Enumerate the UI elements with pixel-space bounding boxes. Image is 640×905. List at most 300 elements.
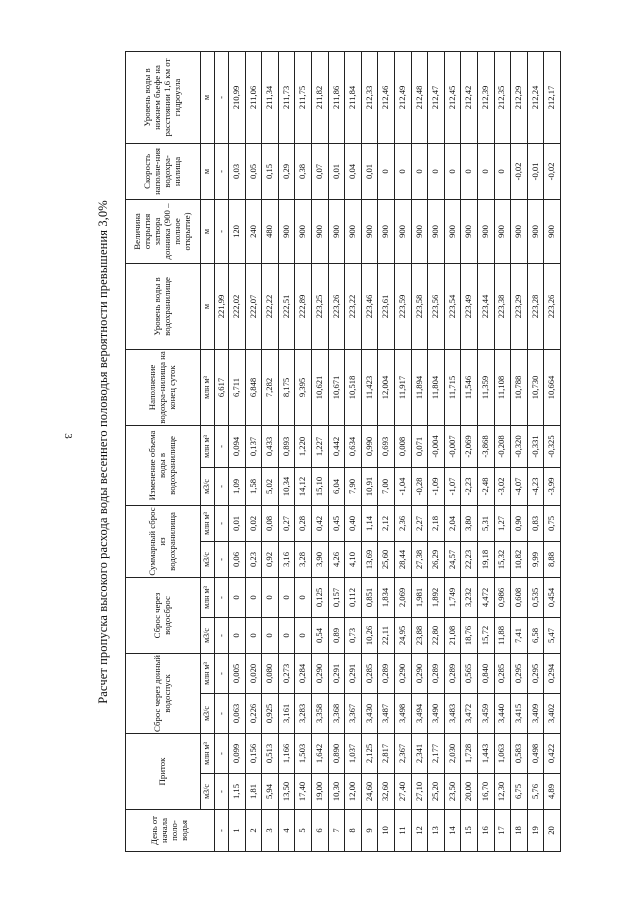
value-cell: 2,12: [378, 505, 395, 541]
value-cell: 211,86: [328, 51, 345, 143]
value-cell: 223,38: [494, 263, 511, 349]
value-cell: 900: [511, 199, 528, 263]
value-cell: -: [215, 577, 229, 617]
value-cell: 6,04: [328, 467, 345, 505]
value-cell: -: [215, 618, 229, 654]
value-cell: 0,289: [444, 654, 461, 694]
value-cell: 12,004: [378, 349, 395, 425]
value-cell: 0: [229, 577, 246, 617]
value-cell: 0,005: [229, 654, 246, 694]
value-cell: 3,368: [328, 694, 345, 734]
value-cell: 0,05: [245, 143, 262, 199]
table-row: [461, 51, 478, 851]
value-cell: 900: [345, 199, 362, 263]
value-cell: 10,671: [328, 349, 345, 425]
value-cell: 3,472: [461, 694, 478, 734]
value-cell: 2,817: [378, 734, 395, 774]
value-cell: 6,617: [215, 349, 229, 425]
value-cell: 0,15: [262, 143, 279, 199]
day-cell: 8: [345, 810, 362, 852]
value-cell: 6,711: [229, 349, 246, 425]
value-cell: 900: [411, 199, 428, 263]
value-cell: -1,07: [444, 467, 461, 505]
value-cell: -0,004: [428, 425, 445, 467]
table-row: [544, 51, 561, 851]
value-cell: 0,125: [311, 577, 328, 617]
value-cell: 211,84: [345, 51, 362, 143]
header-day: День от начала поло-водья: [126, 810, 215, 852]
unit-cell: м: [201, 199, 215, 263]
value-cell: 4,472: [477, 577, 494, 617]
value-cell: 212,42: [461, 51, 478, 143]
value-cell: 212,24: [527, 51, 544, 143]
value-cell: 0: [278, 618, 295, 654]
value-cell: 0,498: [527, 734, 544, 774]
value-cell: 3,367: [345, 694, 362, 734]
value-cell: -4,07: [511, 467, 528, 505]
value-cell: 10,34: [278, 467, 295, 505]
value-cell: 12,00: [345, 774, 362, 810]
value-cell: -0,320: [511, 425, 528, 467]
value-cell: 3,358: [311, 694, 328, 734]
table-row: [477, 51, 494, 851]
value-cell: 3,90: [311, 541, 328, 577]
value-cell: 20,00: [461, 774, 478, 810]
value-cell: 5,31: [477, 505, 494, 541]
value-cell: 26,29: [428, 541, 445, 577]
value-cell: 0,063: [229, 694, 246, 734]
value-cell: 120: [229, 199, 246, 263]
value-cell: 212,35: [494, 51, 511, 143]
value-cell: 223,61: [378, 263, 395, 349]
value-cell: 3,402: [544, 694, 561, 734]
value-cell: 24,95: [394, 618, 411, 654]
value-cell: 0,23: [245, 541, 262, 577]
table-row: [229, 51, 246, 851]
table-row: [245, 51, 262, 851]
value-cell: -2,069: [461, 425, 478, 467]
value-cell: 2,18: [428, 505, 445, 541]
unit-cell: млн м³: [201, 349, 215, 425]
value-cell: 1,063: [494, 734, 511, 774]
value-cell: 0,28: [295, 505, 312, 541]
value-cell: 900: [328, 199, 345, 263]
value-cell: 21,08: [444, 618, 461, 654]
value-cell: 0: [378, 143, 395, 199]
value-cell: 0,986: [494, 577, 511, 617]
value-cell: 0,608: [511, 577, 528, 617]
value-cell: 0: [428, 143, 445, 199]
value-cell: 13,50: [278, 774, 295, 810]
value-cell: 211,82: [311, 51, 328, 143]
value-cell: 0: [262, 577, 279, 617]
value-cell: 0,094: [229, 425, 246, 467]
value-cell: 0,06: [229, 541, 246, 577]
value-cell: 1,15: [229, 774, 246, 810]
value-cell: 0,07: [311, 143, 328, 199]
value-cell: 18,76: [461, 618, 478, 654]
value-cell: 212,48: [411, 51, 428, 143]
day-cell: 10: [378, 810, 395, 852]
day-cell: 5: [295, 810, 312, 852]
value-cell: -0,01: [527, 143, 544, 199]
value-cell: 0,442: [328, 425, 345, 467]
unit-cell: м: [201, 51, 215, 143]
value-cell: 2,04: [444, 505, 461, 541]
value-cell: 2,069: [394, 577, 411, 617]
value-cell: 0,080: [262, 654, 279, 694]
value-cell: 10,26: [361, 618, 378, 654]
value-cell: 0: [477, 143, 494, 199]
value-cell: 2,27: [411, 505, 428, 541]
value-cell: 0,020: [245, 654, 262, 694]
value-cell: 0,990: [361, 425, 378, 467]
value-cell: 212,49: [394, 51, 411, 143]
value-cell: 3,430: [361, 694, 378, 734]
unit-cell: м3/с: [201, 467, 215, 505]
value-cell: 16,70: [477, 774, 494, 810]
value-cell: -3,868: [477, 425, 494, 467]
value-cell: 0,83: [527, 505, 544, 541]
value-cell: 0,273: [278, 654, 295, 694]
value-cell: 3,283: [295, 694, 312, 734]
value-cell: 0: [245, 577, 262, 617]
value-cell: 0,295: [527, 654, 544, 694]
value-cell: 11,423: [361, 349, 378, 425]
value-cell: 1,749: [444, 577, 461, 617]
unit-cell: м: [201, 143, 215, 199]
value-cell: 27,38: [411, 541, 428, 577]
value-cell: -: [215, 654, 229, 694]
value-cell: 10,91: [361, 467, 378, 505]
value-cell: 5,94: [262, 774, 279, 810]
value-cell: 0,29: [278, 143, 295, 199]
value-cell: 4,26: [328, 541, 345, 577]
table-row: [345, 51, 362, 851]
value-cell: 19,18: [477, 541, 494, 577]
value-cell: 24,57: [444, 541, 461, 577]
value-cell: 0,840: [477, 654, 494, 694]
unit-cell: млн м³: [201, 577, 215, 617]
value-cell: -: [215, 734, 229, 774]
value-cell: 0,565: [461, 654, 478, 694]
value-cell: 0,634: [345, 425, 362, 467]
value-cell: 0,90: [511, 505, 528, 541]
table-row: [278, 51, 295, 851]
value-cell: 223,44: [477, 263, 494, 349]
value-cell: 1,227: [311, 425, 328, 467]
value-cell: 0,289: [378, 654, 395, 694]
value-cell: 0,02: [245, 505, 262, 541]
value-cell: 212,47: [428, 51, 445, 143]
value-cell: 223,49: [461, 263, 478, 349]
value-cell: 6,848: [245, 349, 262, 425]
value-cell: 0,290: [311, 654, 328, 694]
value-cell: 11,546: [461, 349, 478, 425]
header-filling: Наполнение водохра-нилища на конец суток: [126, 349, 201, 425]
value-cell: 0,89: [328, 618, 345, 654]
value-cell: 223,54: [444, 263, 461, 349]
value-cell: 222,22: [262, 263, 279, 349]
value-cell: 212,17: [544, 51, 561, 143]
value-cell: 1,037: [345, 734, 362, 774]
table-row: [511, 51, 528, 851]
header-inflow: Приток: [126, 734, 201, 810]
unit-cell: млн м³: [201, 425, 215, 467]
value-cell: 2,367: [394, 734, 411, 774]
unit-cell: м3/с: [201, 774, 215, 810]
day-cell: 19: [527, 810, 544, 852]
value-cell: 223,26: [544, 263, 561, 349]
value-cell: 7,282: [262, 349, 279, 425]
value-cell: 3,28: [295, 541, 312, 577]
value-cell: 11,894: [411, 349, 428, 425]
value-cell: -0,02: [511, 143, 528, 199]
day-cell: 1: [229, 810, 246, 852]
unit-cell: м3/с: [201, 618, 215, 654]
value-cell: 3,80: [461, 505, 478, 541]
value-cell: -: [215, 199, 229, 263]
value-cell: 1,834: [378, 577, 395, 617]
value-cell: 0,583: [511, 734, 528, 774]
table-row: [378, 51, 395, 851]
value-cell: 212,45: [444, 51, 461, 143]
value-cell: 0,285: [494, 654, 511, 694]
value-cell: 9,99: [527, 541, 544, 577]
value-cell: 0,04: [345, 143, 362, 199]
value-cell: 1,892: [428, 577, 445, 617]
value-cell: -0,208: [494, 425, 511, 467]
value-cell: 1,09: [229, 467, 246, 505]
value-cell: 14,12: [295, 467, 312, 505]
value-cell: 11,715: [444, 349, 461, 425]
day-cell: 14: [444, 810, 461, 852]
value-cell: 0,156: [245, 734, 262, 774]
day-cell: 7: [328, 810, 345, 852]
value-cell: 1,166: [278, 734, 295, 774]
value-cell: 212,39: [477, 51, 494, 143]
table-row: [444, 51, 461, 851]
day-cell: 13: [428, 810, 445, 852]
value-cell: 223,26: [328, 263, 345, 349]
value-cell: 900: [295, 199, 312, 263]
value-cell: 1,220: [295, 425, 312, 467]
value-cell: 223,46: [361, 263, 378, 349]
value-cell: 0,008: [394, 425, 411, 467]
value-cell: 3,498: [394, 694, 411, 734]
value-cell: 10,664: [544, 349, 561, 425]
value-cell: 7,90: [345, 467, 362, 505]
value-cell: 0,73: [345, 618, 362, 654]
value-cell: 3,16: [278, 541, 295, 577]
value-cell: 223,25: [311, 263, 328, 349]
value-cell: 7,41: [511, 618, 528, 654]
value-cell: 5,47: [544, 618, 561, 654]
value-cell: 0,157: [328, 577, 345, 617]
value-cell: -0,007: [444, 425, 461, 467]
value-cell: 1,81: [245, 774, 262, 810]
value-cell: 19,00: [311, 774, 328, 810]
value-cell: 0,535: [527, 577, 544, 617]
value-cell: 17,40: [295, 774, 312, 810]
value-cell: 0,27: [278, 505, 295, 541]
value-cell: 900: [461, 199, 478, 263]
value-cell: 0: [245, 618, 262, 654]
header-speed: Скорость наполне-ния водохра-нилища: [126, 143, 201, 199]
value-cell: -4,23: [527, 467, 544, 505]
unit-cell: млн м³: [201, 505, 215, 541]
value-cell: 22,23: [461, 541, 478, 577]
value-cell: 3,459: [477, 694, 494, 734]
value-cell: 0,08: [262, 505, 279, 541]
value-cell: 0,290: [411, 654, 428, 694]
value-cell: 0,290: [394, 654, 411, 694]
value-cell: 0: [295, 618, 312, 654]
value-cell: 0,893: [278, 425, 295, 467]
value-cell: 212,33: [361, 51, 378, 143]
value-cell: -: [215, 51, 229, 143]
value-cell: 23,88: [411, 618, 428, 654]
value-cell: 27,40: [394, 774, 411, 810]
value-cell: -: [215, 505, 229, 541]
value-cell: 211,34: [262, 51, 279, 143]
value-cell: -0,02: [544, 143, 561, 199]
header-volume-change: Изменение объема воды в водохранилище: [126, 425, 201, 505]
value-cell: 4,89: [544, 774, 561, 810]
value-cell: 0: [411, 143, 428, 199]
value-cell: 3,409: [527, 694, 544, 734]
day-cell: 16: [477, 810, 494, 852]
value-cell: -2,23: [461, 467, 478, 505]
value-cell: 212,29: [511, 51, 528, 143]
value-cell: 900: [544, 199, 561, 263]
value-cell: 223,59: [394, 263, 411, 349]
value-cell: 223,28: [527, 263, 544, 349]
day-cell: 11: [394, 810, 411, 852]
value-cell: 0,38: [295, 143, 312, 199]
value-cell: 0,289: [428, 654, 445, 694]
value-cell: 0: [394, 143, 411, 199]
day-cell: 17: [494, 810, 511, 852]
value-cell: 10,621: [311, 349, 328, 425]
value-cell: 0,40: [345, 505, 362, 541]
value-cell: 0,01: [361, 143, 378, 199]
value-cell: -: [215, 143, 229, 199]
unit-row: [201, 51, 215, 851]
value-cell: 0: [494, 143, 511, 199]
value-cell: 0,890: [328, 734, 345, 774]
unit-cell: млн м³: [201, 734, 215, 774]
value-cell: 0,099: [229, 734, 246, 774]
value-cell: 0,42: [311, 505, 328, 541]
value-cell: 0: [444, 143, 461, 199]
value-cell: 3,415: [511, 694, 528, 734]
value-cell: 11,359: [477, 349, 494, 425]
day-cell: 3: [262, 810, 279, 852]
value-cell: 22,11: [378, 618, 395, 654]
value-cell: 0,851: [361, 577, 378, 617]
day-cell: -: [215, 810, 229, 852]
value-cell: 240: [245, 199, 262, 263]
value-cell: 0,137: [245, 425, 262, 467]
value-cell: 0,92: [262, 541, 279, 577]
value-cell: 0: [295, 577, 312, 617]
value-cell: 900: [278, 199, 295, 263]
value-cell: 0,071: [411, 425, 428, 467]
day-cell: 2: [245, 810, 262, 852]
value-cell: 9,395: [295, 349, 312, 425]
value-cell: 3,494: [411, 694, 428, 734]
value-cell: -0,325: [544, 425, 561, 467]
unit-cell: м3/с: [201, 694, 215, 734]
value-cell: 8,88: [544, 541, 561, 577]
value-cell: 2,030: [444, 734, 461, 774]
table-row: [428, 51, 445, 851]
value-cell: 0,03: [229, 143, 246, 199]
unit-cell: м3/с: [201, 541, 215, 577]
value-cell: 900: [311, 199, 328, 263]
value-cell: -: [215, 774, 229, 810]
value-cell: -3,99: [544, 467, 561, 505]
value-cell: 222,89: [295, 263, 312, 349]
day-cell: 18: [511, 810, 528, 852]
value-cell: 223,29: [511, 263, 528, 349]
value-cell: 1,58: [245, 467, 262, 505]
header-downstream: Уровень воды в нижнем бьефе на расстоянии 1,6 км от гидроузла: [126, 51, 201, 143]
value-cell: 10,30: [328, 774, 345, 810]
rotated-sheet: [96, 52, 640, 852]
value-cell: 0,01: [229, 505, 246, 541]
value-cell: 11,108: [494, 349, 511, 425]
value-cell: 211,73: [278, 51, 295, 143]
flood-calculation-table: [125, 51, 561, 852]
day-cell: 20: [544, 810, 561, 852]
value-cell: 5,76: [527, 774, 544, 810]
value-cell: 1,728: [461, 734, 478, 774]
value-cell: 7,00: [378, 467, 395, 505]
value-cell: 900: [494, 199, 511, 263]
value-cell: 1,27: [494, 505, 511, 541]
header-level: Уровень воды в водохранилище: [126, 263, 201, 349]
header-spillway: Сброс через водосброс: [126, 577, 201, 653]
value-cell: 32,60: [378, 774, 395, 810]
value-cell: 0: [461, 143, 478, 199]
value-cell: 0,925: [262, 694, 279, 734]
value-cell: 6,75: [511, 774, 528, 810]
value-cell: 10,788: [511, 349, 528, 425]
value-cell: 0: [262, 618, 279, 654]
value-cell: -3,02: [494, 467, 511, 505]
value-cell: 12,30: [494, 774, 511, 810]
value-cell: 1,642: [311, 734, 328, 774]
table-row: [328, 51, 345, 851]
value-cell: 211,75: [295, 51, 312, 143]
value-cell: 0,291: [328, 654, 345, 694]
unit-cell: млн м³: [201, 654, 215, 694]
value-cell: 10,82: [511, 541, 528, 577]
value-cell: 22,80: [428, 618, 445, 654]
value-cell: 1,981: [411, 577, 428, 617]
value-cell: -: [215, 467, 229, 505]
table-row: [361, 51, 378, 851]
value-cell: 900: [378, 199, 395, 263]
value-cell: 0,291: [345, 654, 362, 694]
value-cell: 1,443: [477, 734, 494, 774]
value-cell: 0,01: [328, 143, 345, 199]
value-cell: 0: [278, 577, 295, 617]
header-gate: Величина открытия затвора донника (900 – полное открытие): [126, 199, 201, 263]
header-total-release: Суммарный сброс из водохранилища: [126, 505, 201, 577]
